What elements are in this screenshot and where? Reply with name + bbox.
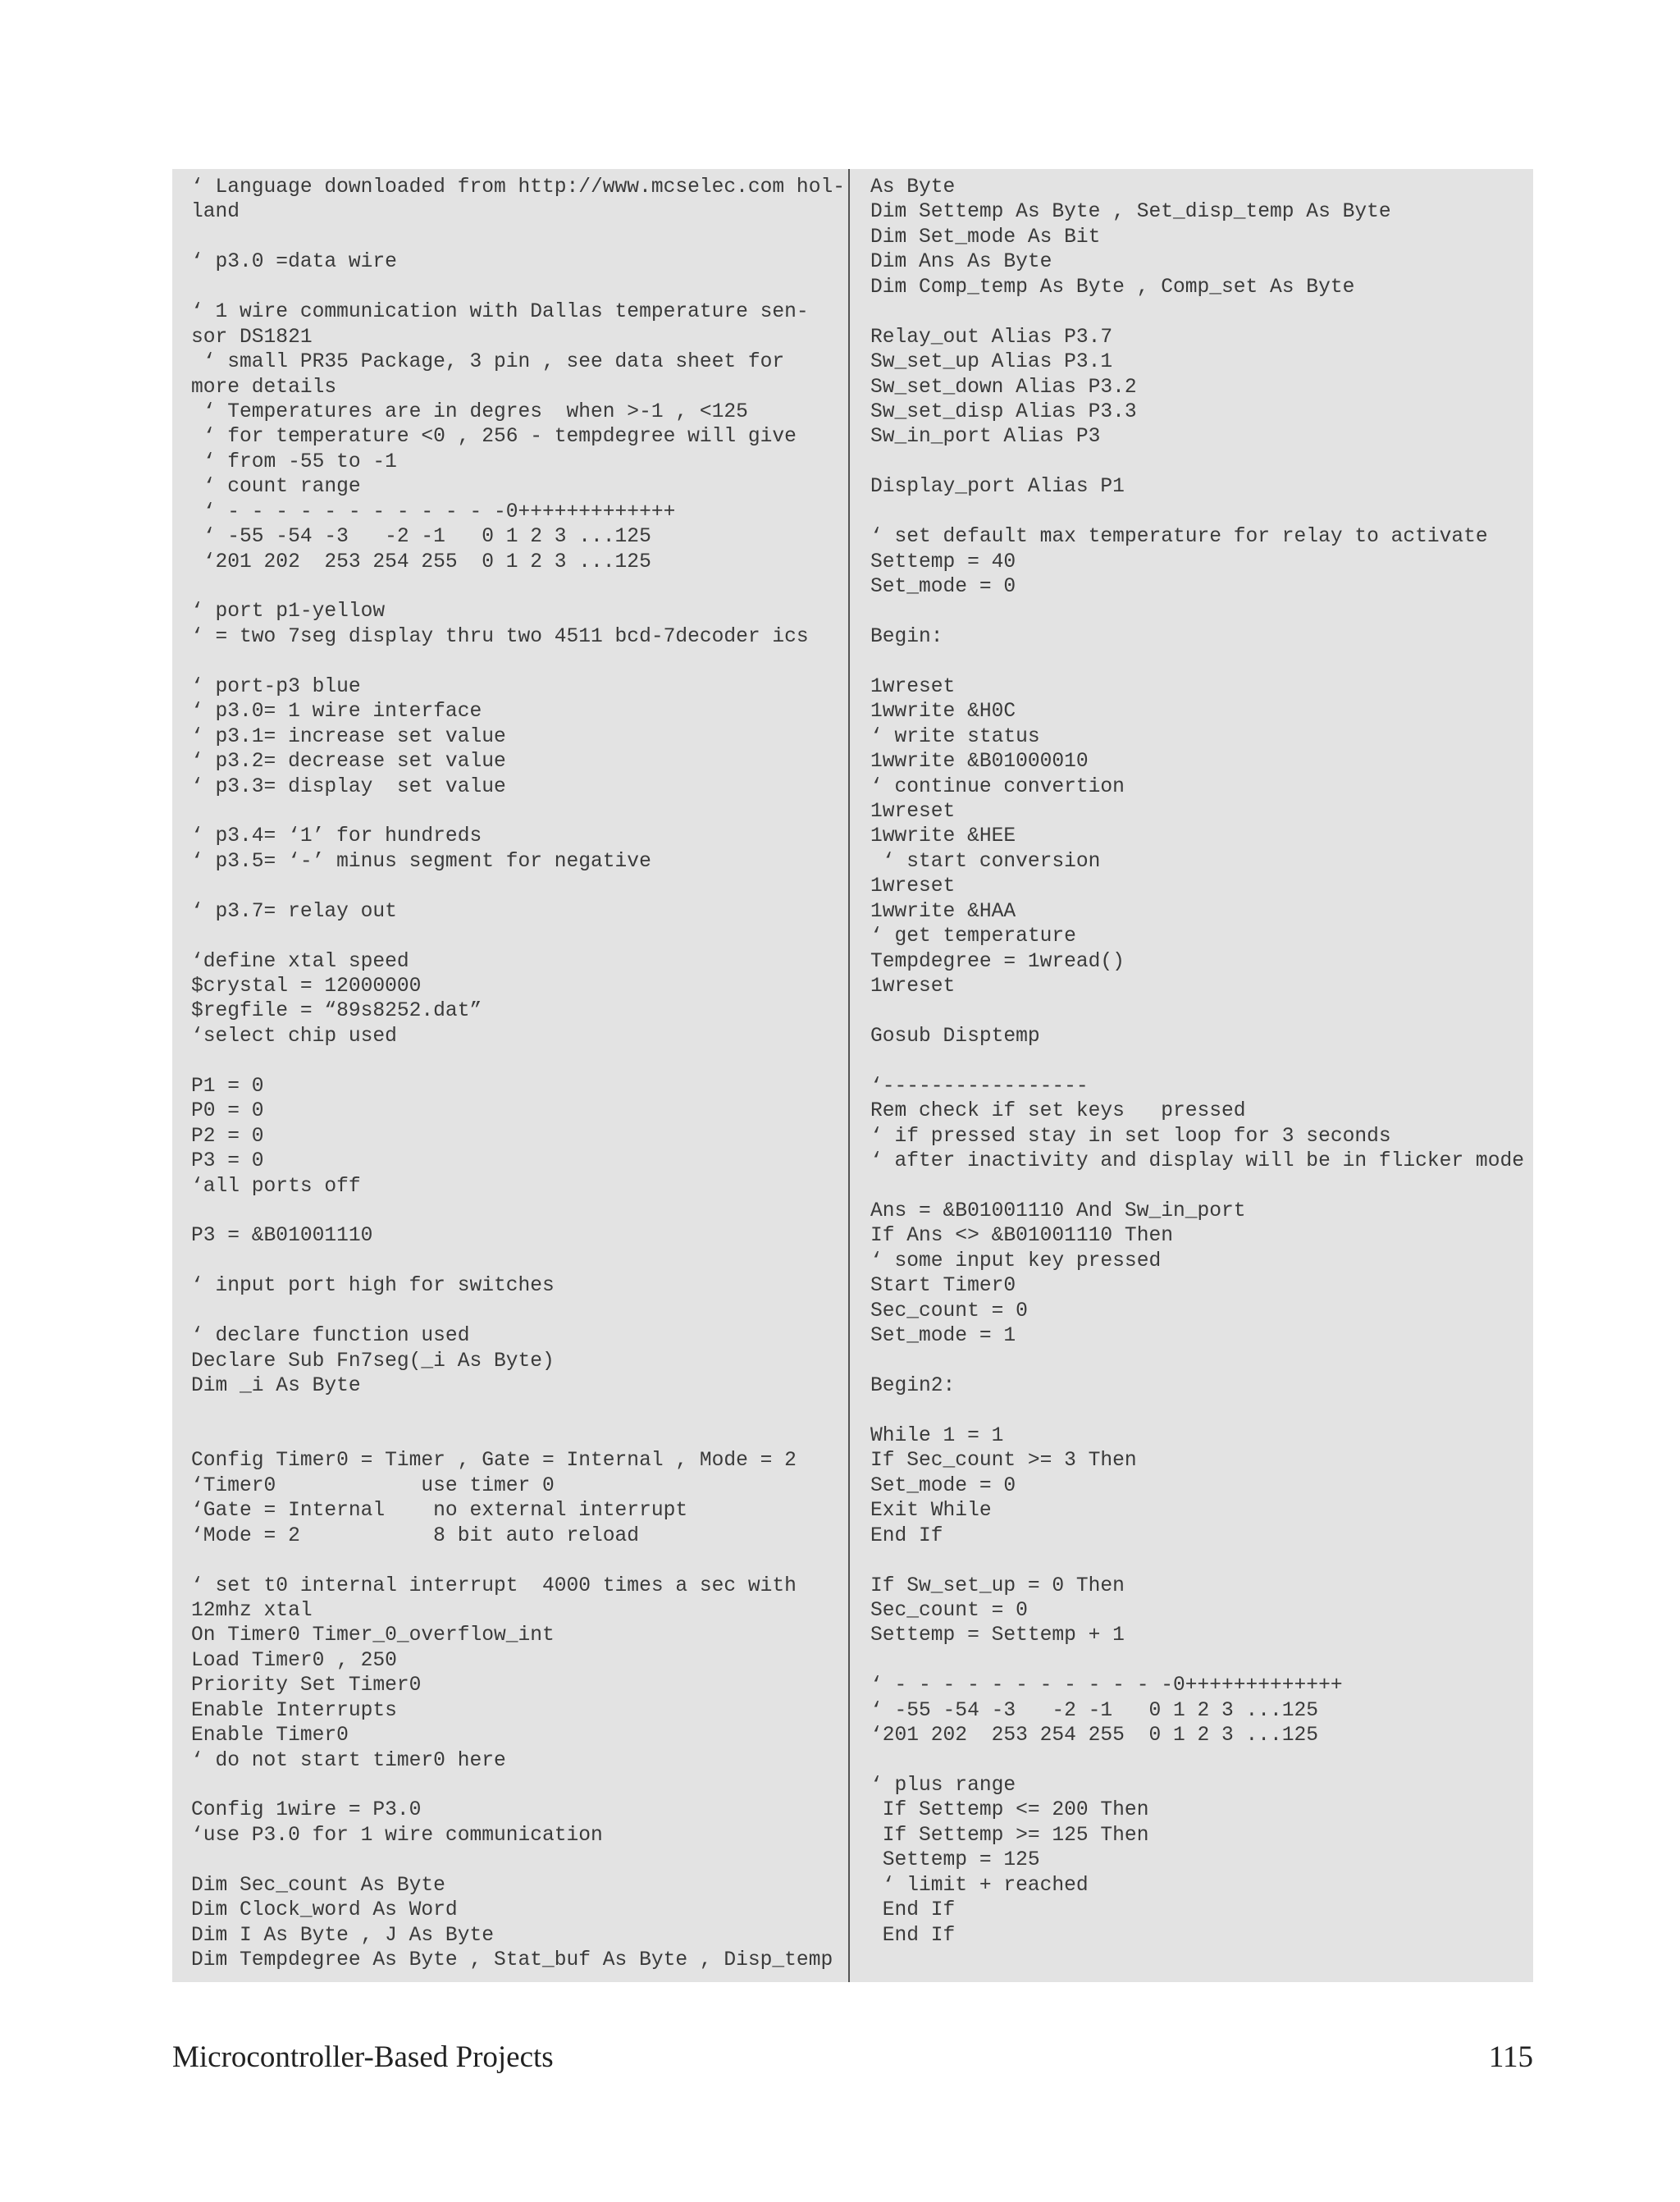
code-line xyxy=(870,999,1533,1024)
code-line: Sw_set_disp Alias P3.3 xyxy=(870,400,1137,423)
code-line: ‘ 1 wire communication with Dallas temperature sen- xyxy=(191,301,809,324)
code-line: ‘ set t0 internal interrupt 4000 times a sec with xyxy=(191,1574,797,1597)
code-line: ‘ continue convertion xyxy=(870,775,1125,798)
code-line: ‘ - - - - - - - - - - - -0+++++++++++++ xyxy=(191,500,676,523)
code-line: ‘ plus range xyxy=(870,1775,1016,1797)
code-line xyxy=(870,1049,1533,1074)
code-line: ‘Mode = 2 8 bit auto reload xyxy=(191,1524,640,1547)
code-line xyxy=(191,226,848,250)
footer-book-title: Microcontroller-Based Projects xyxy=(172,2040,554,2074)
code-line: ‘Gate = Internal no external interrupt xyxy=(191,1500,688,1523)
code-line: ‘ do not start timer0 here xyxy=(191,1749,506,1772)
code-line: P2 = 0 xyxy=(191,1125,264,1148)
code-line xyxy=(191,1549,848,1574)
code-line: ‘ write status xyxy=(870,725,1040,748)
code-line: ‘ small PR35 Package, 3 pin , see data sheet for xyxy=(191,351,785,374)
code-line xyxy=(191,1424,848,1449)
code-line: P3 = &B01001110 xyxy=(191,1225,373,1248)
code-line: ‘ set default max temperature for relay to activate xyxy=(870,526,1488,549)
code-line: sor DS1821 xyxy=(191,326,313,349)
code-line: ‘ some input key pressed xyxy=(870,1249,1162,1272)
code-listing-box xyxy=(172,169,1533,1982)
code-line: 1wreset xyxy=(870,675,956,698)
code-line: P1 = 0 xyxy=(191,1075,264,1098)
code-line xyxy=(191,875,848,899)
code-line: Enable Interrupts xyxy=(191,1699,397,1722)
code-line: ‘201 202 253 254 255 0 1 2 3 ...125 xyxy=(191,550,651,573)
code-line xyxy=(870,600,1533,624)
code-line: If Sw_set_up = 0 Then xyxy=(870,1574,1125,1597)
code-line: ‘define xtal speed xyxy=(191,950,409,973)
code-line: ‘ p3.5= ‘-’ minus segment for negative xyxy=(191,850,651,873)
code-column-right xyxy=(850,169,1533,1982)
code-line: 1wwrite &HAA xyxy=(870,900,1016,923)
code-line: Ans = &B01001110 And Sw_in_port xyxy=(870,1199,1246,1222)
code-line: ‘ -55 -54 -3 -2 -1 0 1 2 3 ...125 xyxy=(870,1699,1319,1722)
code-line: 1wreset xyxy=(870,800,956,823)
code-line: 1wreset xyxy=(870,975,956,998)
code-line xyxy=(191,1049,848,1074)
code-line: If Settemp >= 125 Then xyxy=(870,1824,1149,1847)
code-line: Priority Set Timer0 xyxy=(191,1674,422,1697)
code-line: ‘ for temperature <0 , 256 - tempdegree will give xyxy=(191,426,797,449)
code-line: ‘ count range xyxy=(191,476,361,499)
code-line: Relay_out Alias P3.7 xyxy=(870,326,1113,349)
code-line: Rem check if set keys pressed xyxy=(870,1100,1246,1123)
code-line: Begin: xyxy=(870,625,943,648)
code-line: Settemp = 125 xyxy=(870,1849,1040,1872)
code-line: Begin2: xyxy=(870,1375,956,1397)
code-line: Declare Sub Fn7seg(_i As Byte) xyxy=(191,1350,555,1373)
code-line: ‘ -55 -54 -3 -2 -1 0 1 2 3 ...125 xyxy=(191,526,651,549)
code-line xyxy=(870,1175,1533,1199)
code-line: Dim I As Byte , J As Byte xyxy=(191,1924,494,1947)
code-line: Dim Comp_temp As Byte , Comp_set As Byte xyxy=(870,276,1355,299)
code-line: Set_mode = 1 xyxy=(870,1325,1016,1348)
code-line: Tempdegree = 1wread() xyxy=(870,950,1125,973)
code-line xyxy=(870,1649,1533,1674)
code-line xyxy=(191,1300,848,1324)
code-line: End If xyxy=(870,1524,943,1547)
code-line: Dim Tempdegree As Byte , Stat_buf As Byte , Disp_temp xyxy=(191,1949,833,1972)
code-line: Dim Set_mode As Bit xyxy=(870,226,1101,249)
code-line xyxy=(191,1249,848,1274)
code-line: ‘----------------- xyxy=(870,1075,1089,1098)
code-line: ‘ p3.0= 1 wire interface xyxy=(191,701,482,724)
code-line: ‘ limit + reached xyxy=(870,1874,1089,1897)
code-line: Sec_count = 0 xyxy=(870,1300,1028,1323)
code-line: Display_port Alias P1 xyxy=(870,476,1125,499)
code-line: more details xyxy=(191,376,337,399)
code-line xyxy=(870,500,1533,525)
code-line: Dim Clock_word As Word xyxy=(191,1899,458,1922)
code-line xyxy=(870,450,1533,475)
code-line: While 1 = 1 xyxy=(870,1424,1004,1447)
code-line: Dim Ans As Byte xyxy=(870,251,1052,274)
code-line: Dim _i As Byte xyxy=(191,1375,361,1397)
code-line: Start Timer0 xyxy=(870,1275,1016,1298)
code-line: End If xyxy=(870,1899,956,1922)
code-line: Set_mode = 0 xyxy=(870,1474,1016,1497)
code-line xyxy=(870,1749,1533,1774)
code-line xyxy=(870,1399,1533,1423)
code-line: 1wwrite &HEE xyxy=(870,825,1016,848)
footer-page-number: 115 xyxy=(1488,2040,1533,2074)
code-line: If Ans <> &B01001110 Then xyxy=(870,1225,1173,1248)
code-line: ‘ - - - - - - - - - - - -0+++++++++++++ xyxy=(870,1674,1343,1697)
code-line: ‘ start conversion xyxy=(870,850,1101,873)
code-line xyxy=(191,1199,848,1224)
code-line: $crystal = 12000000 xyxy=(191,975,422,998)
code-column-left xyxy=(172,169,850,1982)
code-line: If Sec_count >= 3 Then xyxy=(870,1450,1137,1473)
code-line: ‘ declare function used xyxy=(191,1325,470,1348)
code-line xyxy=(191,1848,848,1873)
code-line: Config Timer0 = Timer , Gate = Internal , Mode = 2 xyxy=(191,1450,797,1473)
code-line: ‘ p3.2= decrease set value xyxy=(191,751,506,774)
code-line: ‘ after inactivity and display will be in flicker mode xyxy=(870,1150,1524,1173)
code-line: Exit While xyxy=(870,1500,992,1523)
code-line: End If xyxy=(870,1924,956,1947)
code-line: Config 1wire = P3.0 xyxy=(191,1799,422,1822)
code-line: ‘ p3.4= ‘1’ for hundreds xyxy=(191,825,482,848)
code-line: Settemp = Settemp + 1 xyxy=(870,1624,1125,1647)
code-line: Sw_set_up Alias P3.1 xyxy=(870,351,1113,374)
code-line xyxy=(191,575,848,600)
code-line: P0 = 0 xyxy=(191,1100,264,1123)
code-line: ‘ p3.7= relay out xyxy=(191,900,397,923)
code-line: ‘select chip used xyxy=(191,1025,397,1048)
code-line: Dim Sec_count As Byte xyxy=(191,1874,445,1897)
code-line: Gosub Disptemp xyxy=(870,1025,1040,1048)
code-line: If Settemp <= 200 Then xyxy=(870,1799,1149,1822)
code-line xyxy=(191,650,848,674)
code-line xyxy=(191,1774,848,1798)
code-line xyxy=(191,925,848,949)
code-line xyxy=(870,300,1533,325)
code-line: ‘Timer0 use timer 0 xyxy=(191,1474,555,1497)
code-line: On Timer0 Timer_0_overflow_int xyxy=(191,1624,555,1647)
code-line: ‘all ports off xyxy=(191,1175,361,1198)
code-line: Enable Timer0 xyxy=(191,1725,349,1747)
code-line: 12mhz xtal xyxy=(191,1599,313,1622)
code-line: ‘ Temperatures are in degres when >-1 , <125 xyxy=(191,400,748,423)
code-line: ‘use P3.0 for 1 wire communication xyxy=(191,1824,603,1847)
code-line: P3 = 0 xyxy=(191,1150,264,1173)
code-line xyxy=(191,276,848,300)
code-line: ‘ p3.1= increase set value xyxy=(191,725,506,748)
code-line: ‘ p3.0 =data wire xyxy=(191,251,397,274)
code-line xyxy=(870,1549,1533,1574)
code-line: Set_mode = 0 xyxy=(870,576,1016,598)
code-line: ‘ input port high for switches xyxy=(191,1275,555,1298)
code-line xyxy=(870,1350,1533,1374)
code-line: Sec_count = 0 xyxy=(870,1599,1028,1622)
code-line: Dim Settemp As Byte , Set_disp_temp As Byte xyxy=(870,201,1391,224)
code-line: ‘ port-p3 blue xyxy=(191,675,361,698)
code-line: Sw_set_down Alias P3.2 xyxy=(870,376,1137,399)
code-line: ‘ if pressed stay in set loop for 3 seconds xyxy=(870,1125,1391,1148)
code-line: ‘ from -55 to -1 xyxy=(191,450,397,473)
code-line: ‘201 202 253 254 255 0 1 2 3 ...125 xyxy=(870,1725,1319,1747)
code-line: ‘ Language downloaded from http://www.mcselec.com hol- xyxy=(191,176,845,199)
code-line: 1wwrite &B01000010 xyxy=(870,751,1089,774)
code-line: $regfile = “89s8252.dat” xyxy=(191,1000,482,1023)
code-line: 1wreset xyxy=(870,875,956,898)
code-line xyxy=(191,800,848,825)
code-line xyxy=(870,650,1533,674)
code-line: Settemp = 40 xyxy=(870,550,1016,573)
code-line: ‘ = two 7seg display thru two 4511 bcd-7decoder ics xyxy=(191,625,809,648)
code-line xyxy=(191,1399,848,1423)
code-line: ‘ port p1-yellow xyxy=(191,601,386,624)
code-line: ‘ get temperature xyxy=(870,925,1076,948)
code-line: As Byte xyxy=(870,176,956,199)
code-line: ‘ p3.3= display set value xyxy=(191,775,506,798)
code-line: Load Timer0 , 250 xyxy=(191,1649,397,1672)
code-line: 1wwrite &H0C xyxy=(870,701,1016,724)
code-line: land xyxy=(191,201,240,224)
code-line: Sw_in_port Alias P3 xyxy=(870,426,1101,449)
